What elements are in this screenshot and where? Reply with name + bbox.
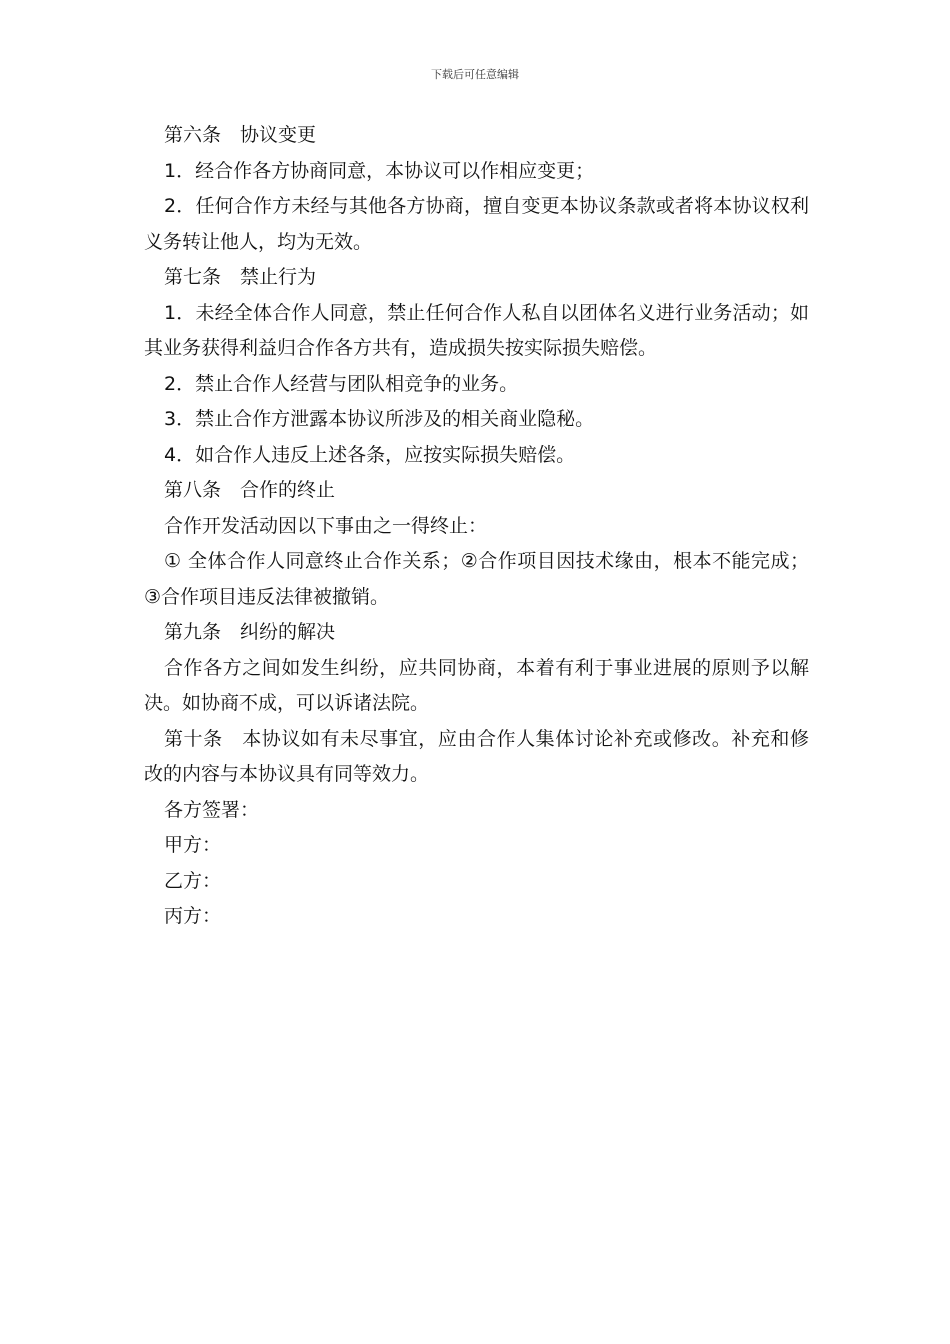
- signature-party-b: 乙方：: [164, 869, 222, 892]
- article-8-reasons: ① 全体合作人同意终止合作关系；②合作项目因技术缘由，根本不能完成；③合作项目违反法律被撤销。: [144, 550, 809, 608]
- signatures-heading: 各方签署：: [164, 798, 260, 821]
- article-7-clause-3: 3．禁止合作方泄露本协议所涉及的相关商业隐秘。: [164, 408, 595, 430]
- article-6-clause-2: 2．任何合作方未经与其他各方协商，擅自变更本协议条款或者将本协议权利义务转让他人，均为无效。: [144, 195, 809, 253]
- article-9-title: 第九条 纠纷的解决: [164, 621, 336, 643]
- signature-party-a: 甲方：: [164, 834, 222, 856]
- article-10-body: 第十条 本协议如有未尽事宜，应由合作人集体讨论补充或修改。补充和修改的内容与本协议具有同等效力。: [144, 727, 809, 785]
- article-7-clause-4: 4．如合作人违反上述各条，应按实际损失赔偿。: [164, 443, 576, 466]
- article-8-intro: 合作开发活动因以下事由之一得终止：: [164, 514, 488, 537]
- article-7-title: 第七条 禁止行为: [164, 266, 317, 288]
- article-6-clause-1: 1．经合作各方协商同意，本协议可以作相应变更；: [164, 159, 595, 182]
- article-8-title: 第八条 合作的终止: [164, 479, 336, 501]
- article-6-title: 第六条 协议变更: [164, 124, 317, 146]
- article-9-body: 合作各方之间如发生纠纷，应共同协商，本着有利于事业进展的原则予以解决。如协商不成，可以诉诸法院。: [144, 656, 809, 714]
- article-7-clause-2: 2．禁止合作人经营与团队相竞争的业务。: [164, 372, 519, 395]
- page-header-note: 下载后可任意编辑: [431, 68, 519, 81]
- document-body: [144, 118, 809, 935]
- article-7-clause-1: 1．未经全体合作人同意，禁止任何合作人私自以团体名义进行业务活动；如其业务获得利益归合作各方共有，造成损失按实际损失赔偿。: [144, 301, 809, 359]
- signature-party-c: 丙方：: [164, 905, 222, 927]
